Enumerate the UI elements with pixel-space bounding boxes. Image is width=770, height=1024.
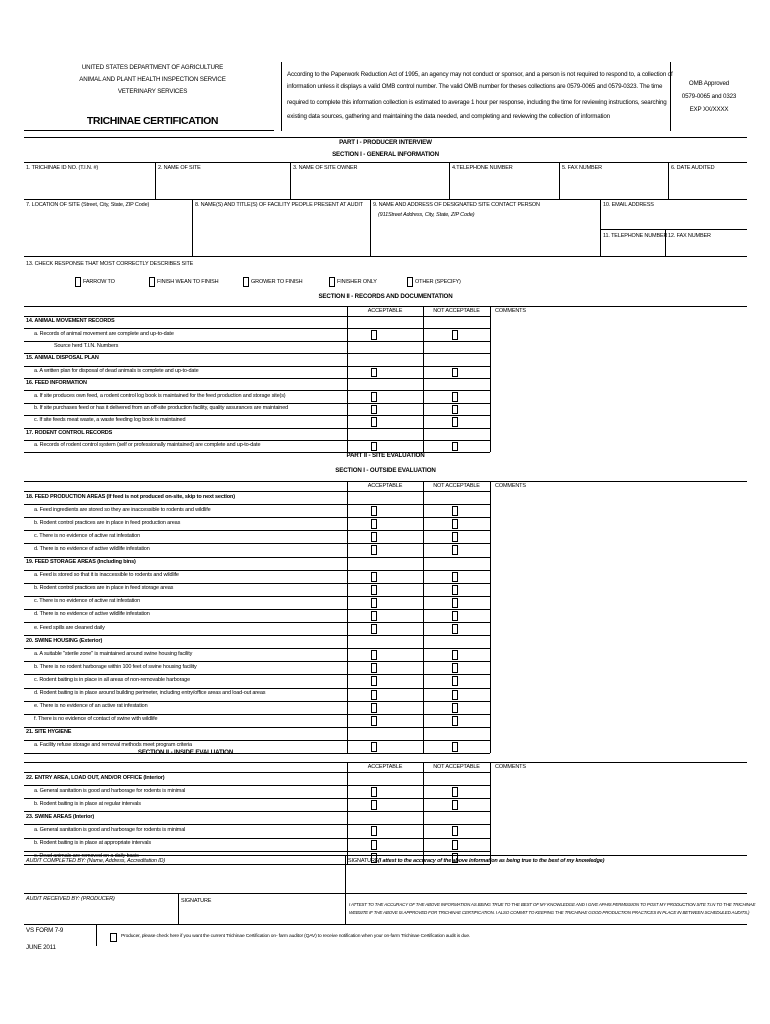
section-heading-row: 21. SITE HYGIENE [26,729,72,736]
producer-attest-line-1: I ATTEST TO THE ACCURACY OF THE ABOVE INFORMATION AS BEING TRUE TO THE BEST OF MY KNOWLEDGE AND I GIVE APHIS PERMISSION TO POST MY PRODUCTION SITE T.I.N TO THE TRICHINAE [349,902,756,907]
row-rule [347,714,490,715]
row-rule [24,353,347,354]
criterion-row: a. Facility refuse storage and removal methods meet program criteria [34,742,192,749]
rule [24,256,747,257]
acceptable-checkbox[interactable] [371,392,377,401]
row-rule [24,688,347,689]
checkbox-finish-wean-to-finish[interactable] [149,277,155,287]
not-acceptable-checkbox[interactable] [452,742,458,752]
not-acceptable-checkbox[interactable] [452,598,458,608]
divider [668,162,669,199]
agency-line-1: UNITED STATES DEPARTMENT OF AGRICULTURE [81,64,224,71]
not-acceptable-checkbox[interactable] [452,611,458,621]
row-rule [24,661,347,662]
divider [345,893,346,924]
omb-line-1: OMB Approved [688,80,730,87]
criterion-row: c. Dead animals are removed on a daily basis [34,853,139,860]
acceptable-checkbox[interactable] [371,787,377,797]
row-rule [347,530,490,531]
row-rule [24,622,347,623]
producer-signature-field[interactable] [180,907,344,923]
not-acceptable-checkbox[interactable] [452,405,458,414]
row-rule [24,328,347,329]
column-divider [423,762,424,864]
row-rule [24,341,347,342]
omb-line-3: EXP XX/XXXX [689,106,729,113]
not-acceptable-checkbox[interactable] [452,663,458,673]
not-acceptable-checkbox[interactable] [452,676,458,686]
acceptable-checkbox[interactable] [371,840,377,850]
row-rule [24,583,347,584]
row-rule [347,491,490,492]
acceptable-checkbox[interactable] [371,405,377,414]
row-rule [347,543,490,544]
criterion-row: d. There is no evidence of active wildlife infestation [34,545,150,552]
comments-header: COMMENTS [495,483,526,489]
not-acceptable-checkbox[interactable] [452,572,458,582]
comments-field[interactable] [492,774,745,862]
field-5-fax: 5. FAX NUMBER [562,165,602,171]
row-rule [347,341,490,342]
row-rule [347,635,490,636]
not-acceptable-header: NOT ACCEPTABLE [433,764,480,770]
row-rule [347,688,490,689]
criterion-row: a. If site produces own feed, a rodent control log book is maintained for the feed production and storage site(s) [34,392,286,399]
part2-title: PART II - SITE EVALUATION [346,452,425,459]
auditor-signature-field[interactable] [346,866,746,892]
criterion-row: b. Rodent baiting is in place at regular intervals [34,800,141,807]
comments-field[interactable] [492,318,745,450]
row-rule [347,727,490,728]
notification-note: Producer, please check here if you want the current Trichinae Certification on- farm auditor (QAV) to receive notification when your on-farm Trichinae Certification audit is due. [121,934,471,939]
criterion-row: b. Rodent control practices are in place in feed storage areas [34,585,174,592]
part1-section1-title: SECTION I - GENERAL INFORMATION [332,151,439,158]
divider [559,162,560,199]
acceptable-checkbox[interactable] [371,703,377,713]
not-acceptable-checkbox[interactable] [452,787,458,797]
row-rule [24,543,347,544]
acceptable-checkbox[interactable] [371,545,377,555]
divider [600,199,601,256]
checkbox-grower-to-finish[interactable] [243,277,249,287]
criterion-row: a. Records of animal movement are complete and up-to-date [34,330,174,337]
row-rule [347,811,490,812]
divider [178,893,179,924]
row-rule [24,491,347,492]
criterion-row: b. There is no rodent harborage within 100 feet of swine housing facility [34,663,197,670]
acceptable-checkbox[interactable] [371,330,377,339]
paperwork-line-3: required to complete this information collection is estimated to average 1 hour per response, including the time for reviewing instructions, searching [287,99,667,106]
part2-section2-title: SECTION II - INSIDE EVALUATION [137,749,234,756]
part1-section2-title: SECTION II - RECORDS AND DOCUMENTATION [318,293,453,300]
form-number: VS FORM 7-9 [26,927,64,934]
row-rule [24,772,347,773]
row-rule [347,316,490,317]
not-acceptable-header: NOT ACCEPTABLE [433,308,480,314]
auditor-signature-label: SIGNATURE [348,858,379,864]
acceptable-checkbox[interactable] [371,368,377,377]
row-rule [24,366,347,367]
not-acceptable-checkbox[interactable] [452,532,458,542]
row-rule [24,811,347,812]
notification-checkbox[interactable] [110,933,117,942]
row-rule [347,661,490,662]
acceptable-checkbox[interactable] [371,572,377,582]
field-12-fax: 12. FAX NUMBER [668,233,711,239]
row-rule [24,316,347,317]
not-acceptable-header: NOT ACCEPTABLE [433,483,480,489]
section-heading-row: 15. ANIMAL DISPOSAL PLAN [26,355,99,362]
part2-section1-title: SECTION I - OUTSIDE EVALUATION [335,467,436,474]
acceptable-checkbox[interactable] [371,519,377,529]
rule [600,229,747,230]
criterion-row: a. A suitable "sterile zone" is maintained around swine housing facility [34,650,193,657]
acceptable-checkbox[interactable] [371,690,377,700]
row-rule [24,674,347,675]
row-rule [347,622,490,623]
column-divider [347,481,348,753]
omb-line-2: 0579-0065 and 0323 [681,93,737,100]
criterion-row: a. A written plan for disposal of dead animals is complete and up-to-date [34,367,199,374]
field-3-site-owner: 3. NAME OF SITE OWNER [293,165,358,171]
option-grower-to-finish: GROWER TO FINISH [251,279,303,285]
criterion-row: a. Feed is stored so that it is inaccessible to rodents and wildlife [34,572,179,579]
row-rule [347,517,490,518]
not-acceptable-checkbox[interactable] [452,840,458,850]
divider [155,162,156,199]
row-rule [24,530,347,531]
not-acceptable-checkbox[interactable] [452,392,458,401]
not-acceptable-checkbox[interactable] [452,800,458,810]
acceptable-checkbox[interactable] [371,624,377,634]
field-6-date-audited: 6. DATE AUDITED [671,165,715,171]
criterion-row: c. There is no evidence of active rat infestation [34,532,140,539]
row-rule [347,609,490,610]
row-rule [347,583,490,584]
not-acceptable-checkbox[interactable] [452,585,458,595]
row-rule [347,378,490,379]
acceptable-checkbox[interactable] [371,676,377,686]
row-rule [24,714,347,715]
audit-received-by-label: AUDIT RECEIVED BY: (PRODUCER) [26,896,115,902]
field-2-site-name: 2. NAME OF SITE [158,165,201,171]
acceptable-checkbox[interactable] [371,663,377,673]
row-rule [24,517,347,518]
agency-line-3: VETERINARY SERVICES [117,88,188,95]
column-divider [490,481,491,753]
field-11-telephone: 11. TELEPHONE NUMBER [603,233,668,239]
field-9-contact-person: 9. NAME AND ADDRESS OF DESIGNATED SITE CONTACT PERSON [373,202,540,208]
criterion-row: e. Feed spills are cleaned daily [34,624,105,631]
divider [665,229,666,256]
divider [96,924,97,946]
row-rule [347,440,490,441]
comments-header: COMMENTS [495,308,526,314]
not-acceptable-checkbox[interactable] [452,417,458,426]
option-other: OTHER (SPECIFY) [415,279,461,285]
checkbox-other[interactable] [407,277,413,287]
producer-attest-line-2: WEBSITE IF THE ABOVE IS APPROVED FOR TRICHINAE CERTIFICATION. I ALSO COMMIT TO KEEPING THE TRICHINAE GOOD PRODUCTION PRACTICES IN PLACE IN BETWEEN SCHEDULED AUDITS.) [349,910,750,915]
omb-left-border [670,62,671,131]
row-rule [347,701,490,702]
acceptable-header: ACCEPTABLE [367,483,403,489]
row-rule [24,727,347,728]
field-4-telephone: 4.TELEPHONE NUMBER [452,165,513,171]
criterion-row: a. General sanitation is good and harborage for rodents is minimal [34,787,186,794]
checkbox-farrow-to[interactable] [75,277,81,287]
general-info-top-rule [24,162,747,163]
divider [290,162,291,199]
criterion-row: a. Feed ingredients are stored so they are inaccessible to rodents and wildlife [34,506,211,513]
acceptable-checkbox[interactable] [371,611,377,621]
paperwork-line-4: existing data sources, gathering and maintaining the data needed, and completing and reviewing the collection of information [287,113,610,120]
row-rule [347,366,490,367]
criterion-row: a. Records of rodent control system (self or professionally maintained) are complete and up-to-date [34,442,261,449]
field-7-location: 7. LOCATION OF SITE (Street, City, State, ZIP Code) [26,202,150,208]
paperwork-left-border [281,62,282,131]
section-heading-row: 17. RODENT CONTROL RECORDS [26,429,113,436]
row-rule [347,353,490,354]
criterion-row: b. Rodent baiting is in place at appropriate intervals [34,840,151,847]
section-heading-row: 16. FEED INFORMATION [26,380,87,387]
form-date: JUNE 2011 [26,944,56,951]
criterion-row: c. If site feeds meat waste, a waste feeding log book is maintained [34,417,186,424]
row-rule [24,824,347,825]
divider [449,162,450,199]
row-rule [347,740,490,741]
audit-completed-by-label: AUDIT COMPLETED BY: (Name, Address, Accreditation ID) [26,858,166,864]
acceptable-checkbox[interactable] [371,417,377,426]
acceptable-checkbox[interactable] [371,506,377,516]
table-top-rule [24,306,747,307]
paperwork-line-2: information unless it displays a valid OMB control number. The valid OMB number for theses collections are 0579-0065 and 0579-0323. The time [287,83,663,90]
row-rule [24,440,347,441]
not-acceptable-checkbox[interactable] [452,545,458,555]
criterion-row: b. Rodent control practices are in place in feed production areas [34,519,181,526]
field-9-contact-address-hint: (911Street Address, City, State, ZIP Code) [378,212,475,218]
rule [24,893,747,894]
row-rule [24,390,347,391]
row-rule [24,570,347,571]
divider [192,199,193,256]
agency-line-2: ANIMAL AND PLANT HEALTH INSPECTION SERVICE [79,76,226,83]
row-rule [24,740,347,741]
criterion-row: d. There is no evidence of active wildlife infestation [34,611,150,618]
option-finish-wean-to-finish: FINISH WEAN TO FINISH [157,279,219,285]
row-rule [347,785,490,786]
section-heading-row: 19. FEED STORAGE AREAS (Including bins) [26,559,136,566]
rule [24,199,747,200]
section-heading-row: 22. ENTRY AREA, LOAD OUT, AND/OR OFFICE (Interior) [26,774,165,781]
acceptable-header: ACCEPTABLE [367,764,403,770]
row-rule [24,798,347,799]
row-rule [347,596,490,597]
row-rule [24,648,347,649]
row-rule [347,504,490,505]
row-rule [24,701,347,702]
criterion-row: c. There is no evidence of active rat infestation [34,598,140,605]
table-top-rule [24,762,747,763]
acceptable-header: ACCEPTABLE [367,308,403,314]
not-acceptable-checkbox[interactable] [452,506,458,516]
row-rule [24,504,347,505]
row-rule [24,596,347,597]
acceptable-checkbox[interactable] [371,532,377,542]
acceptable-checkbox[interactable] [371,585,377,595]
not-acceptable-checkbox[interactable] [452,519,458,529]
row-rule [347,772,490,773]
row-rule [24,838,347,839]
row-rule [347,415,490,416]
divider [370,199,371,256]
acceptable-checkbox[interactable] [371,742,377,752]
not-acceptable-checkbox[interactable] [452,624,458,634]
row-rule [24,403,347,404]
not-acceptable-checkbox[interactable] [452,826,458,836]
column-divider [423,481,424,753]
paperwork-line-1: According to the Paperwork Reduction Act of 1995, an agency may not conduct or sponsor, and a person is not required to respond to, a collection of [287,71,673,78]
row-rule [347,838,490,839]
title-underline [24,130,274,131]
criterion-row: c. Rodent baiting is in place in all areas of non-removable harborage [34,676,190,683]
section-heading-row: 14. ANIMAL MOVEMENT RECORDS [26,318,115,325]
row-rule [347,390,490,391]
rule [24,855,747,856]
part1-title: PART I - PRODUCER INTERVIEW [339,139,432,146]
not-acceptable-checkbox[interactable] [452,690,458,700]
comments-header: COMMENTS [495,764,526,770]
section-heading-row: 23. SWINE AREAS (Interior) [26,813,95,820]
acceptable-checkbox[interactable] [371,800,377,810]
checkbox-finisher-only[interactable] [329,277,335,287]
acceptable-checkbox[interactable] [371,598,377,608]
field-8-people-present: 8. NAME(S) AND TITLE(S) OF FACILITY PEOPLE PRESENT AT AUDIT [195,202,363,208]
table-bottom-rule [347,753,490,754]
comments-field[interactable] [492,493,745,751]
not-acceptable-checkbox[interactable] [452,703,458,713]
criterion-row: b. If site purchases feed or has it delivered from an off-site production facility, quality assurances are maintained [34,405,289,411]
form-title: TRICHINAE CERTIFICATION [86,115,219,127]
not-acceptable-checkbox[interactable] [452,650,458,660]
option-finisher-only: FINISHER ONLY [337,279,377,285]
row-rule [347,403,490,404]
row-rule [24,635,347,636]
section-heading-row: 20. SWINE HOUSING (Exterior) [26,637,103,644]
column-divider [490,306,491,452]
field-13-site-type: 13. CHECK RESPONSE THAT MOST CORRECTLY DESCRIBES SITE [26,261,194,267]
criterion-row: f. There is no evidence of contact of swine with wildlife [34,716,158,723]
table-top-rule [24,481,747,482]
column-divider [347,762,348,864]
row-rule [24,785,347,786]
not-acceptable-checkbox[interactable] [452,368,458,377]
row-rule [24,378,347,379]
criterion-row: a. General sanitation is good and harborage for rodents is minimal [34,826,186,833]
acceptable-checkbox[interactable] [371,716,377,726]
rule [24,924,747,925]
row-rule [24,557,347,558]
acceptable-checkbox[interactable] [371,826,377,836]
criterion-row: e. There is no evidence of an active rat infestation [34,703,148,710]
acceptable-checkbox[interactable] [371,442,377,451]
criterion-row: Source herd T.I.N. Numbers [54,343,119,349]
not-acceptable-checkbox[interactable] [452,442,458,451]
not-acceptable-checkbox[interactable] [452,716,458,726]
field-10-email: 10. EMAIL ADDRESS [603,202,654,208]
producer-signature-label: SIGNATURE [181,898,212,904]
row-rule [347,851,490,852]
row-rule [24,851,347,852]
criterion-row: d. Rodent baiting is in place around building perimeter, including entry/office areas and load-out areas [34,690,266,697]
row-rule [347,428,490,429]
column-divider [490,762,491,864]
row-rule [347,824,490,825]
row-rule [24,415,347,416]
option-farrow-to: FARROW TO [83,279,115,285]
row-rule [24,609,347,610]
auditor-attest-note: (I attest to the accuracy of the above information as being true to the best of my knowledge) [378,858,605,864]
row-rule [347,798,490,799]
row-rule [24,428,347,429]
part1-top-rule [24,137,747,138]
row-rule [347,328,490,329]
row-rule [347,557,490,558]
row-rule [347,648,490,649]
row-rule [347,674,490,675]
acceptable-checkbox[interactable] [371,650,377,660]
field-1-trichinae-id: 1. TRICHINAE ID NO. (T.I.N. #) [26,165,99,171]
not-acceptable-checkbox[interactable] [452,330,458,339]
row-rule [347,570,490,571]
section-heading-row: 18. FEED PRODUCTION AREAS (If feed is not produced on-site, skip to next section) [26,493,235,500]
